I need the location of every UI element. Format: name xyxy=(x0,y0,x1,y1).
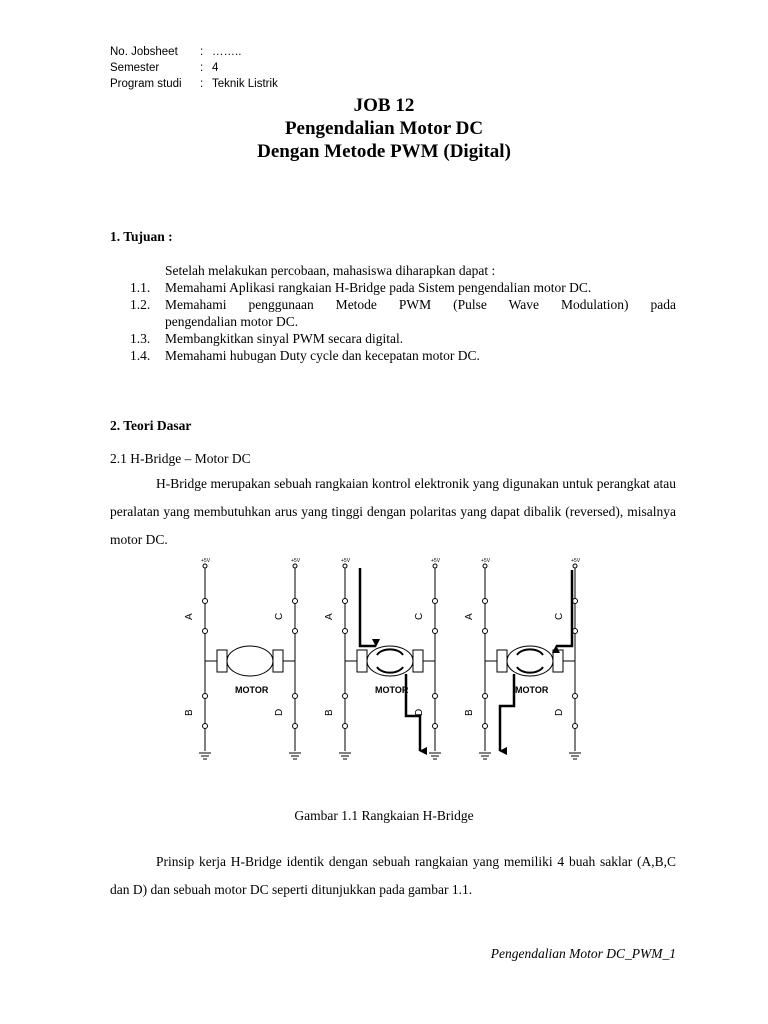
list-item xyxy=(130,279,676,296)
switch-label-a: A xyxy=(324,613,335,620)
section-heading-tujuan: 1. Tujuan : xyxy=(110,229,173,244)
switch-label-d: D xyxy=(274,708,285,716)
list-item xyxy=(130,347,676,364)
hbridge-figure xyxy=(170,556,600,776)
title-line-2: Pengendalian Motor DC xyxy=(284,118,484,139)
list-item-text: Membangkitkan sinyal PWM secara digital. xyxy=(165,331,404,346)
supply-label: +5V xyxy=(341,558,351,564)
jobsheet-header xyxy=(110,44,278,92)
motor-label: MOTOR xyxy=(235,685,269,695)
supply-label: +5V xyxy=(201,558,211,564)
motor-label: MOTOR xyxy=(515,685,549,695)
switch-label-b: B xyxy=(464,709,475,716)
paragraph-text: Prinsip kerja H-Bridge identik dengan sebuah rangkaian yang memiliki 4 buah saklar (A,B,C dan D) dan sebuah motor DC seperti ditunjukkan pada gambar 1.1. xyxy=(110,854,676,897)
switch-label-d: D xyxy=(554,708,565,716)
switch-label-c: C xyxy=(554,612,565,620)
list-item-text: Memahami hubugan Duty cycle dan kecepatan motor DC. xyxy=(165,348,480,363)
paragraph-text: H-Bridge merupakan sebuah rangkaian kontrol elektronik yang digunakan untuk perangkat atau peralatan yang membutuhkan arus yang tinggi dengan polaritas yang dapat dibalik (reversed), misalnya motor DC. xyxy=(110,476,676,547)
list-item-continuation xyxy=(130,313,676,330)
switch-label-a: A xyxy=(184,613,195,620)
hbridge-panel-2 xyxy=(339,564,441,759)
list-item-number: 1.3. xyxy=(130,331,151,346)
current-arrow xyxy=(500,674,514,751)
switch-label-a: A xyxy=(464,613,475,620)
objective-list xyxy=(130,279,676,364)
switch-label-c: C xyxy=(414,612,425,620)
colon: : xyxy=(200,62,204,74)
tujuan-intro: Setelah melakukan percobaan, mahasiswa diharapkan dapat : xyxy=(165,263,496,278)
figure-caption: Gambar 1.1 Rangkaian H-Bridge xyxy=(294,808,474,823)
semester-row xyxy=(110,60,278,76)
current-arrow xyxy=(556,570,572,646)
list-item-text: Memahami Aplikasi rangkaian H-Bridge pada Sistem pengendalian motor DC. xyxy=(165,280,592,295)
switch-label-b: B xyxy=(184,709,195,716)
supply-label: +5V xyxy=(431,558,441,564)
list-item-number: 1.2. xyxy=(130,297,151,312)
prodi-label: Program studi xyxy=(110,78,182,90)
section-heading-teori: 2. Teori Dasar xyxy=(110,418,192,433)
motor-label: MOTOR xyxy=(375,685,409,695)
semester-label: Semester xyxy=(110,62,160,74)
supply-label: +5V xyxy=(571,558,581,564)
page-footer: Pengendalian Motor DC_PWM_1 xyxy=(490,946,676,961)
title-line-1: JOB 12 xyxy=(353,95,415,116)
supply-label: +5V xyxy=(481,558,491,564)
list-item-number: 1.4. xyxy=(130,348,151,363)
list-item xyxy=(130,296,676,313)
colon: : xyxy=(200,78,204,90)
hbridge-panel-1 xyxy=(199,564,301,759)
jobsheet-label: No. Jobsheet xyxy=(110,46,178,58)
prodi-row xyxy=(110,76,278,92)
list-item-text: Memahami penggunaan Metode PWM (Pulse Wave Modulation) pada xyxy=(165,297,676,312)
supply-label: +5V xyxy=(291,558,301,564)
paragraph-hbridge xyxy=(110,470,676,554)
switch-label-d: D xyxy=(414,708,425,716)
list-item-number: 1.1. xyxy=(130,280,151,295)
jobsheet-row xyxy=(110,44,278,60)
prodi-value: Teknik Listrik xyxy=(212,78,278,90)
jobsheet-value: …….. xyxy=(212,46,242,58)
semester-value: 4 xyxy=(212,62,219,74)
switch-label-c: C xyxy=(274,612,285,620)
switch-label-b: B xyxy=(324,709,335,716)
current-arrow xyxy=(360,568,376,646)
list-item-text: pengendalian motor DC. xyxy=(165,314,299,329)
document-title xyxy=(0,94,768,163)
list-item xyxy=(130,330,676,347)
paragraph-principle xyxy=(110,848,676,904)
hbridge-panel-3 xyxy=(479,564,581,759)
title-line-3: Dengan Metode PWM (Digital) xyxy=(257,141,511,162)
subsection-heading: 2.1 H-Bridge – Motor DC xyxy=(110,451,251,466)
colon: : xyxy=(200,46,204,58)
